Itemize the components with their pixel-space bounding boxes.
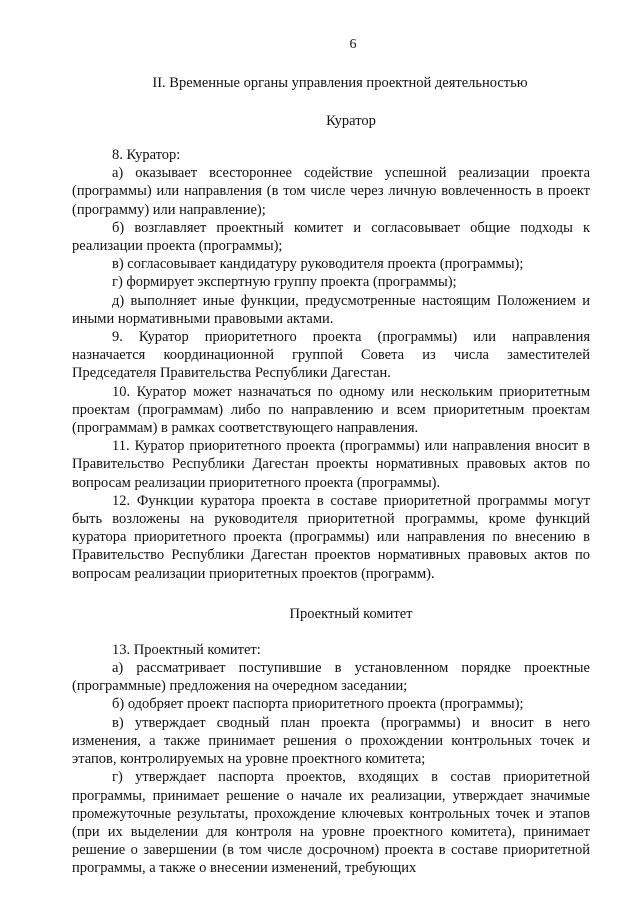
curator-body [72, 146, 590, 583]
committee-body [72, 641, 590, 878]
paragraph-10: 10. Куратор может назначаться по одному или нескольким приоритетным проектам (программам) либо по направлению и всем приоритетным проектам (программам) в рамках соответствующего направления. [72, 383, 590, 437]
paragraph-12: 12. Функции куратора проекта в составе приоритетной программы могут быть возложены на руководителя приоритетной программы, кроме функций куратора приоритетного проекта (программы) или направления по внесению в Правительство Республики Дагестан проектов нормативных правовых актов по вопросам реализации приоритетных проектов (программ). [72, 492, 590, 582]
paragraph-13g: г) утверждает паспорта проектов, входящих в состав приоритетной программы, принимает решение о начале их реализации, утверждает значимые промежуточные результаты, прохождение ключевых контрольных точек и этапов (при их выделении для контроля на уровне проектного комитета), принимает решение о завершении (в том числе досрочном) проекта в составе приоритетной программы, а также о внесении изменений, требующих [72, 769, 590, 877]
paragraph-13: 13. Проектный комитет: [112, 641, 261, 658]
paragraph-8: 8. Куратор: [112, 147, 181, 163]
section-title: II. Временные органы управления проектной деятельностью [152, 75, 528, 91]
paragraph-8b: б) возглавляет проектный комитет и согласовывает общие подходы к реализации проекта (программы); [72, 219, 590, 255]
paragraph-13a: а) рассматривает поступившие в установленном порядке проектные (программные) предложения на очередном заседании; [72, 660, 590, 695]
paragraph-8g: г) формирует экспертную группу проекта (программы); [112, 274, 457, 291]
paragraph-8d: д) выполняет иные функции, предусмотренные настоящим Положением и иными нормативными правовыми актами. [72, 292, 590, 327]
paragraph-11: 11. Куратор приоритетного проекта (программы) или направления вносит в Правительство Республики Дагестан проекты нормативных правовых актов по вопросам реализации приоритетного проекта (программы). [72, 438, 590, 491]
paragraph-13v: в) утверждает сводный план проекта (программы) и вносит в него изменения, а также принимает решения о прохождении контрольных точек и этапов, контролируемых на уровне проектного комитета; [72, 714, 590, 768]
paragraph-9: 9. Куратор приоритетного проекта (программы) или направления назначается координационной группой Совета из числа заместителей Председателя Правительства Республики Дагестан. [72, 329, 590, 382]
page-number: 6 [349, 37, 357, 52]
paragraph-8a: а) оказывает всестороннее содействие успешной реализации проекта (программы) или направления (в том числе через личную вовлеченность в проект (программу) или направление); [72, 165, 590, 218]
committee-heading: Проектный комитет [289, 605, 413, 622]
curator-heading: Куратор [326, 113, 376, 129]
paragraph-8v: в) согласовывает кандидатуру руководителя проекта (программы); [112, 256, 524, 273]
paragraph-13b: б) одобряет проект паспорта приоритетного проекта (программы); [112, 696, 524, 713]
